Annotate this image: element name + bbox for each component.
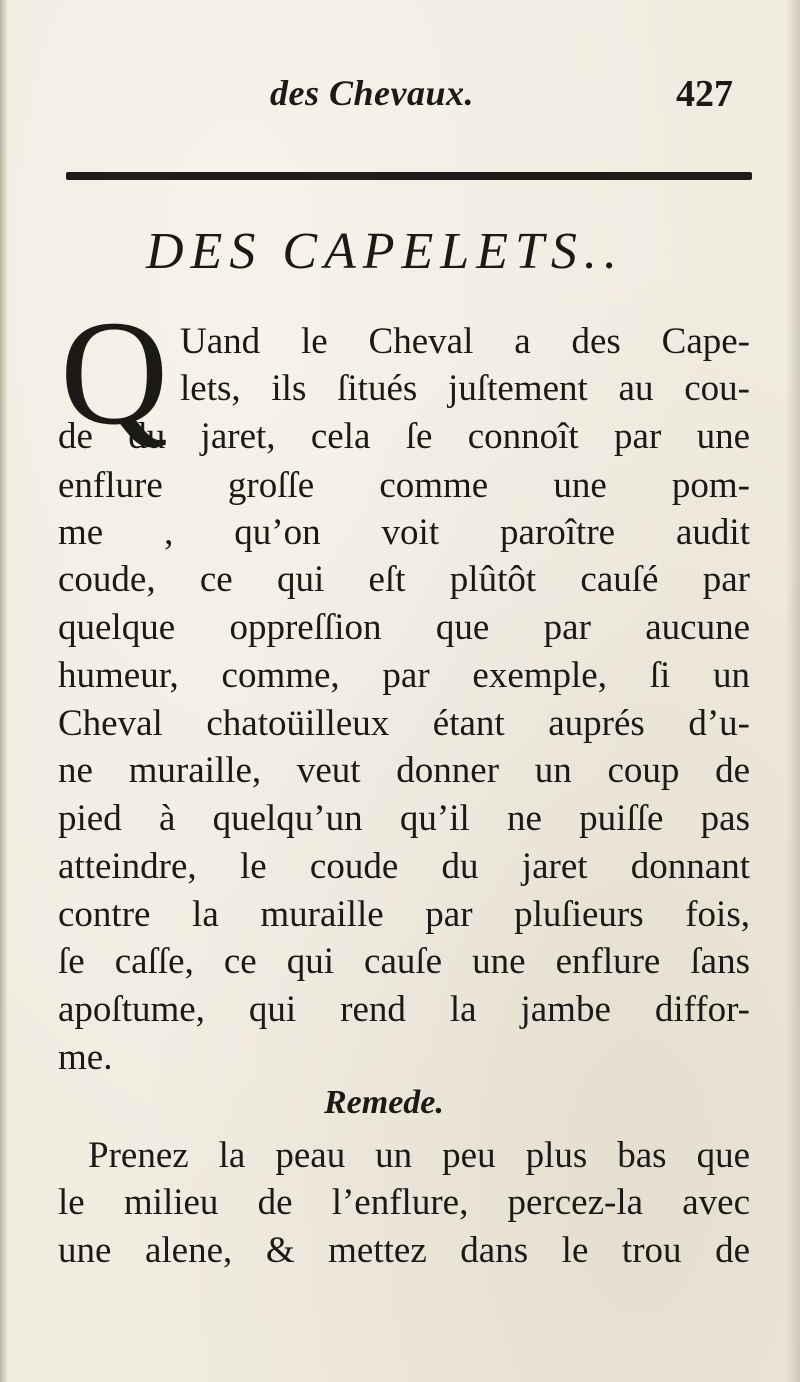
running-head: des Chevaux. [270, 73, 474, 113]
text-line: humeur, comme, par exemple, ſi un [58, 655, 750, 696]
text-line: coude, ce qui eſt plûtôt cauſé par [58, 559, 750, 600]
page-number: 427 [676, 73, 733, 115]
text-line: ſe caſſe, ce qui cauſe une enflure ſans [58, 941, 750, 982]
drop-cap: Q [60, 290, 169, 456]
text-line: atteindre, le coude du jaret donnant [58, 846, 750, 887]
text-line: me. [58, 1037, 113, 1078]
header-rule [66, 172, 752, 180]
text-line: pied à quelqu’un qu’il ne puiſſe pas [58, 798, 750, 839]
text-line: Prenez la peau un peu plus bas que [88, 1135, 750, 1176]
text-line: enflure groſſe comme une pom- [58, 465, 750, 506]
text-line: contre la muraille par pluſieurs fois, [58, 894, 750, 935]
page-edge-shadow-right [786, 0, 800, 1382]
page-edge-shadow-left [0, 0, 8, 1382]
text-line: le milieu de l’enflure, percez-la avec [58, 1182, 750, 1223]
text-line: lets, ils ſitués juſtement au cou- [180, 368, 750, 409]
text-line: me , qu’on voit paroître audit [58, 512, 750, 553]
remedy-heading: Remede. [324, 1084, 444, 1121]
text-line: quelque oppreſſion que par aucune [58, 607, 750, 648]
text-line: Uand le Cheval a des Cape- [180, 321, 750, 362]
text-line: ne muraille, veut donner un coup de [58, 750, 750, 791]
text-line: une alene, & mettez dans le trou de [58, 1230, 750, 1271]
text-line: apoſtume, qui rend la jambe diffor- [58, 989, 750, 1030]
text-line: de du jaret, cela ſe connoît par une [58, 416, 750, 457]
text-line: Cheval chatoüilleux étant auprés d’u- [58, 703, 750, 744]
section-title: DES CAPELETS.. [146, 223, 624, 280]
